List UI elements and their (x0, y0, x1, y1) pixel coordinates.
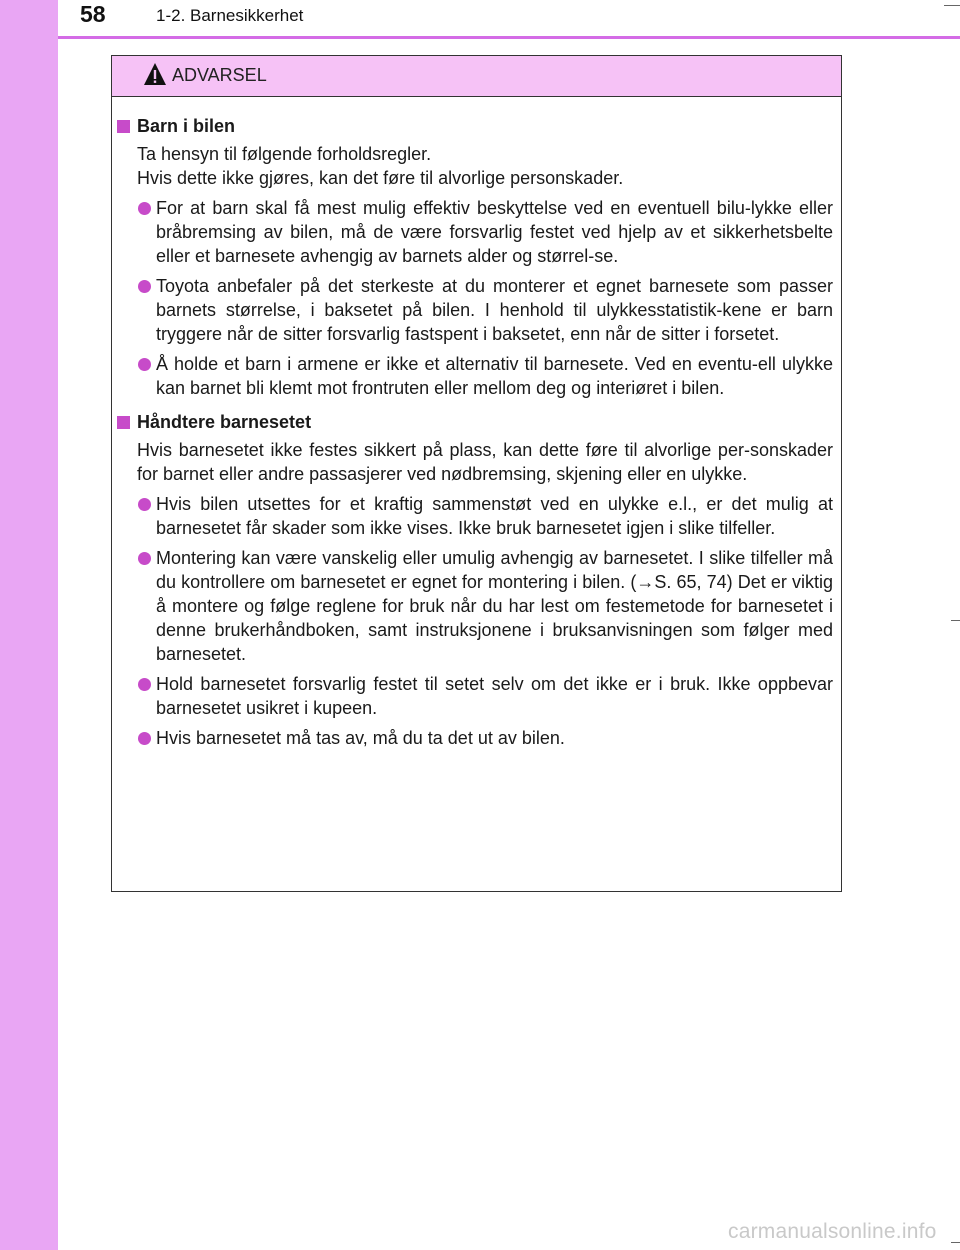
section-title: 1-2. Barnesikkerhet (156, 6, 304, 25)
section-intro (117, 438, 833, 486)
round-bullet-icon (138, 678, 151, 691)
round-bullet-icon (138, 280, 151, 293)
warning-label: ADVARSEL (172, 65, 267, 85)
list-item: Hvis bilen utsettes for et kraftig sammenstøt ved en ulykke e.l., er det mulig at barnesetet får skader som ikke vises. Ikke bruk barnesetet igjen i slike tilfeller. (117, 492, 833, 540)
intro-line: Hvis dette ikke gjøres, kan det føre til alvorlige personskader. (137, 168, 624, 188)
round-bullet-icon (138, 732, 151, 745)
warning-body (112, 110, 841, 750)
section-heading-handtere-barnesetet: Håndtere barnesetet (117, 410, 833, 434)
round-bullet-icon (138, 552, 151, 565)
round-bullet-icon (138, 202, 151, 215)
watermark: carmanualsonline.info (728, 1220, 937, 1243)
list-item: Toyota anbefaler på det sterkeste at du monterer et egnet barnesete som passer barnets størrelse, i baksetet på bilen. I henhold til ulykkesstatistik-kene er barn tryggere når de sitter forsvarlig fastspent i baksetet, enn når de sitter i forsetet. (117, 274, 833, 346)
crop-mark-middle (951, 620, 960, 621)
crop-mark-top (944, 5, 960, 6)
header-rule (58, 36, 960, 39)
square-bullet-icon (117, 416, 130, 429)
list-item: Hvis barnesetet må tas av, må du ta det ut av bilen. (117, 726, 833, 750)
intro-line: Hvis barnesetet ikke festes sikkert på plass, kan dette føre til alvorlige per-sonskader for barnet eller andre passasjerer ved nødbremsing, skjening eller en ulykke. (137, 440, 833, 484)
warning-box (111, 55, 842, 892)
section-intro (117, 142, 833, 190)
list-item: Å holde et barn i armene er ikke et alternativ til barnesete. Ved en eventu-ell ulykke kan barnet bli klemt mot frontruten eller mellom deg og interiøret i bilen. (117, 352, 833, 400)
section-heading-barn-i-bilen: Barn i bilen (117, 114, 833, 138)
list-item: For at barn skal få mest mulig effektiv beskyttelse ved en eventuell bilu-lykke eller bråbremsing av bilen, må de være forsvarlig festet ved hjelp av et sikkerhetsbelte eller et barnesete avhengig av barnets alder og størrel-se. (117, 196, 833, 268)
square-bullet-icon (117, 120, 130, 133)
warning-header (112, 56, 841, 97)
round-bullet-icon (138, 358, 151, 371)
intro-line: Ta hensyn til følgende forholdsregler. (137, 144, 432, 164)
page-sidebar (0, 0, 58, 1250)
warning-triangle-icon (143, 62, 167, 86)
list-item: Montering kan være vanskelig eller umulig avhengig av barnesetet. I slike tilfeller må du kontrollere om barnesetet er egnet for montering i bilen. (→S. 65, 74) Det er viktig å montere og følge reglene for bruk når du har lest om festemetode for barnesetet i denne brukerhåndboken, samt instruksjonene i bruksanvisningen som følger med barnesetet. (117, 546, 833, 666)
crop-mark-bottom (951, 1242, 960, 1243)
page-number: 58 (80, 1, 106, 27)
list-item: Hold barnesetet forsvarlig festet til setet selv om det ikke er i bruk. Ikke oppbevar barnesetet usikret i kupeen. (117, 672, 833, 720)
round-bullet-icon (138, 498, 151, 511)
